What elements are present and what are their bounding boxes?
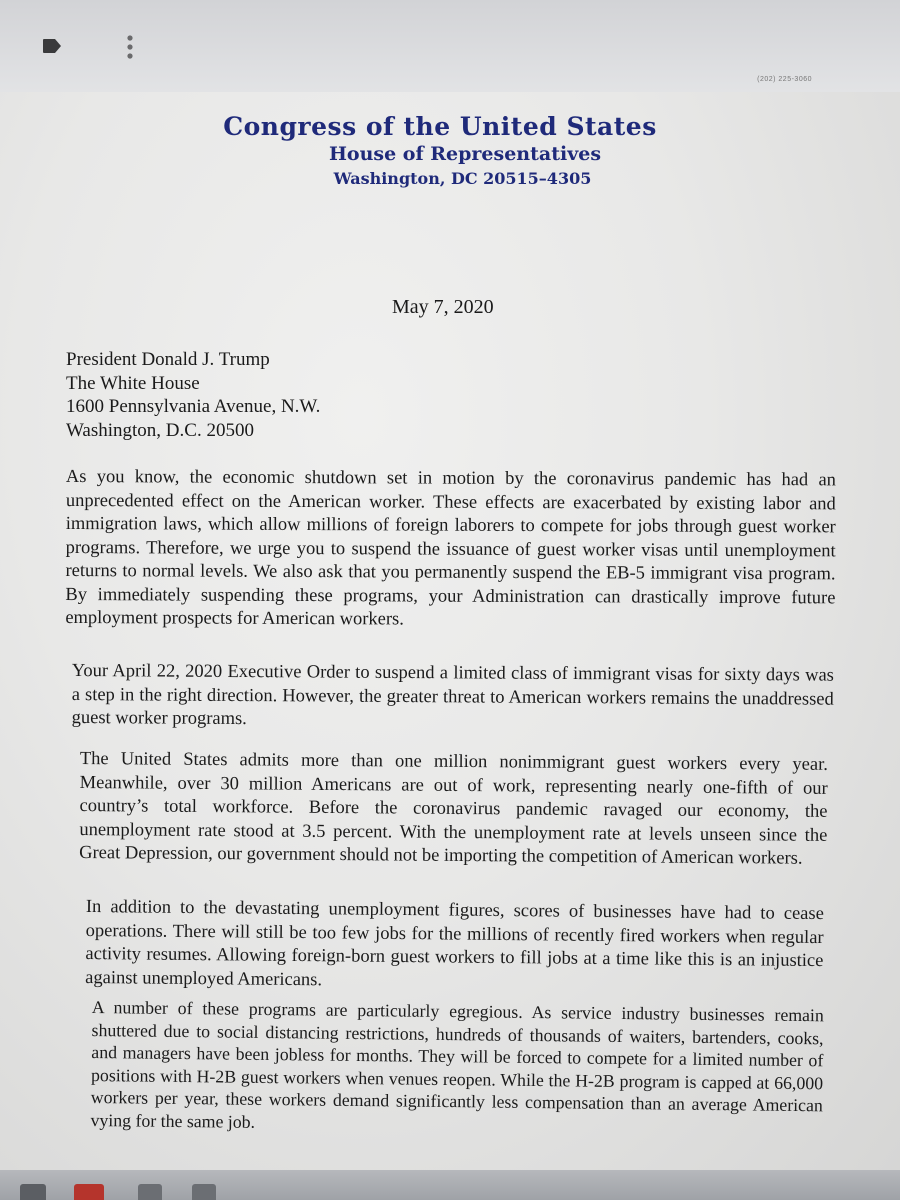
taskbar-app-icon[interactable] xyxy=(192,1184,216,1200)
paragraph-2: Your April 22, 2020 Executive Order to suspend a limited class of immigrant visas for sixty days was a step in the right direction. However, the greater threat to American workers remains the unaddressed guest worker programs. xyxy=(71,661,834,730)
recipient-name: President Donald J. Trump xyxy=(66,349,270,370)
letterhead-congress: Congress of the United States xyxy=(223,112,657,141)
phone-note: (202) 225-3060 xyxy=(757,76,812,83)
more-vertical-icon[interactable] xyxy=(126,34,134,60)
recipient-city: Washington, D.C. 20500 xyxy=(66,419,254,441)
taskbar-app-icon[interactable] xyxy=(20,1184,46,1200)
paragraph-1: As you know, the economic shutdown set in motion by the coronavirus pandemic has had an unprecedented effect on the American worker. These effects are exacerbated by existing labor and immigration laws, which allow millions of foreign laborers to compete for jobs through guest worker programs. Therefore, we urge you to suspend the issuance of guest worker visas until unemployment returns to normal levels. We also ask that you permanently suspend the EB-5 immigrant visa program. By immediately suspending these programs, your Administration can drastically improve future employment prospects for American workers. xyxy=(65,467,836,630)
letterhead-address: Washington, DC 20515–4305 xyxy=(333,169,592,188)
letter-page xyxy=(0,92,900,1170)
paragraph-5: A number of these programs are particularly egregious. As service industry businesses remain shuttered due to social distancing restrictions, hundreds of thousands of waiters, bartenders, cooks, and managers have been jobless for months. They will be forced to compete for a limited number of positions with H-2B guest workers when venues reopen. While the H-2B program is capped at 66,000 workers per year, these workers demand significantly less compensation than an average American vying for the same job. xyxy=(90,996,824,1132)
taskbar-app-icon-red[interactable] xyxy=(74,1184,104,1200)
taskbar xyxy=(0,1170,900,1200)
taskbar-app-icon[interactable] xyxy=(138,1184,162,1200)
letter-date: May 7, 2020 xyxy=(392,296,494,318)
viewer-toolbar xyxy=(0,0,900,92)
letterhead xyxy=(0,112,900,188)
paragraph-4: In addition to the devastating unemployment figures, scores of businesses have had to cease operations. There will still be too few jobs for the millions of recently fired workers when regular activity resumes. Allowing foreign-born guest workers to fill jobs at a time like this is an injustice against unemployed Americans. xyxy=(85,896,824,990)
tag-icon[interactable] xyxy=(42,38,62,54)
recipient-address xyxy=(66,348,320,442)
recipient-office: The White House xyxy=(66,372,200,394)
recipient-street: 1600 Pennsylvania Avenue, N.W. xyxy=(66,396,321,417)
paragraph-3: The United States admits more than one million nonimmigrant guest workers every year. Meanwhile, over 30 million Americans are out of work, representing nearly one-fifth of our country’s total workforce. Before the coronavirus pandemic ravaged our economy, the unemployment rate stood at 3.5 percent. With the unemployment rate at levels unseen since the Great Depression, our government should not be importing the competition of American workers. xyxy=(79,748,828,869)
letterhead-house: House of Representatives xyxy=(328,143,602,165)
